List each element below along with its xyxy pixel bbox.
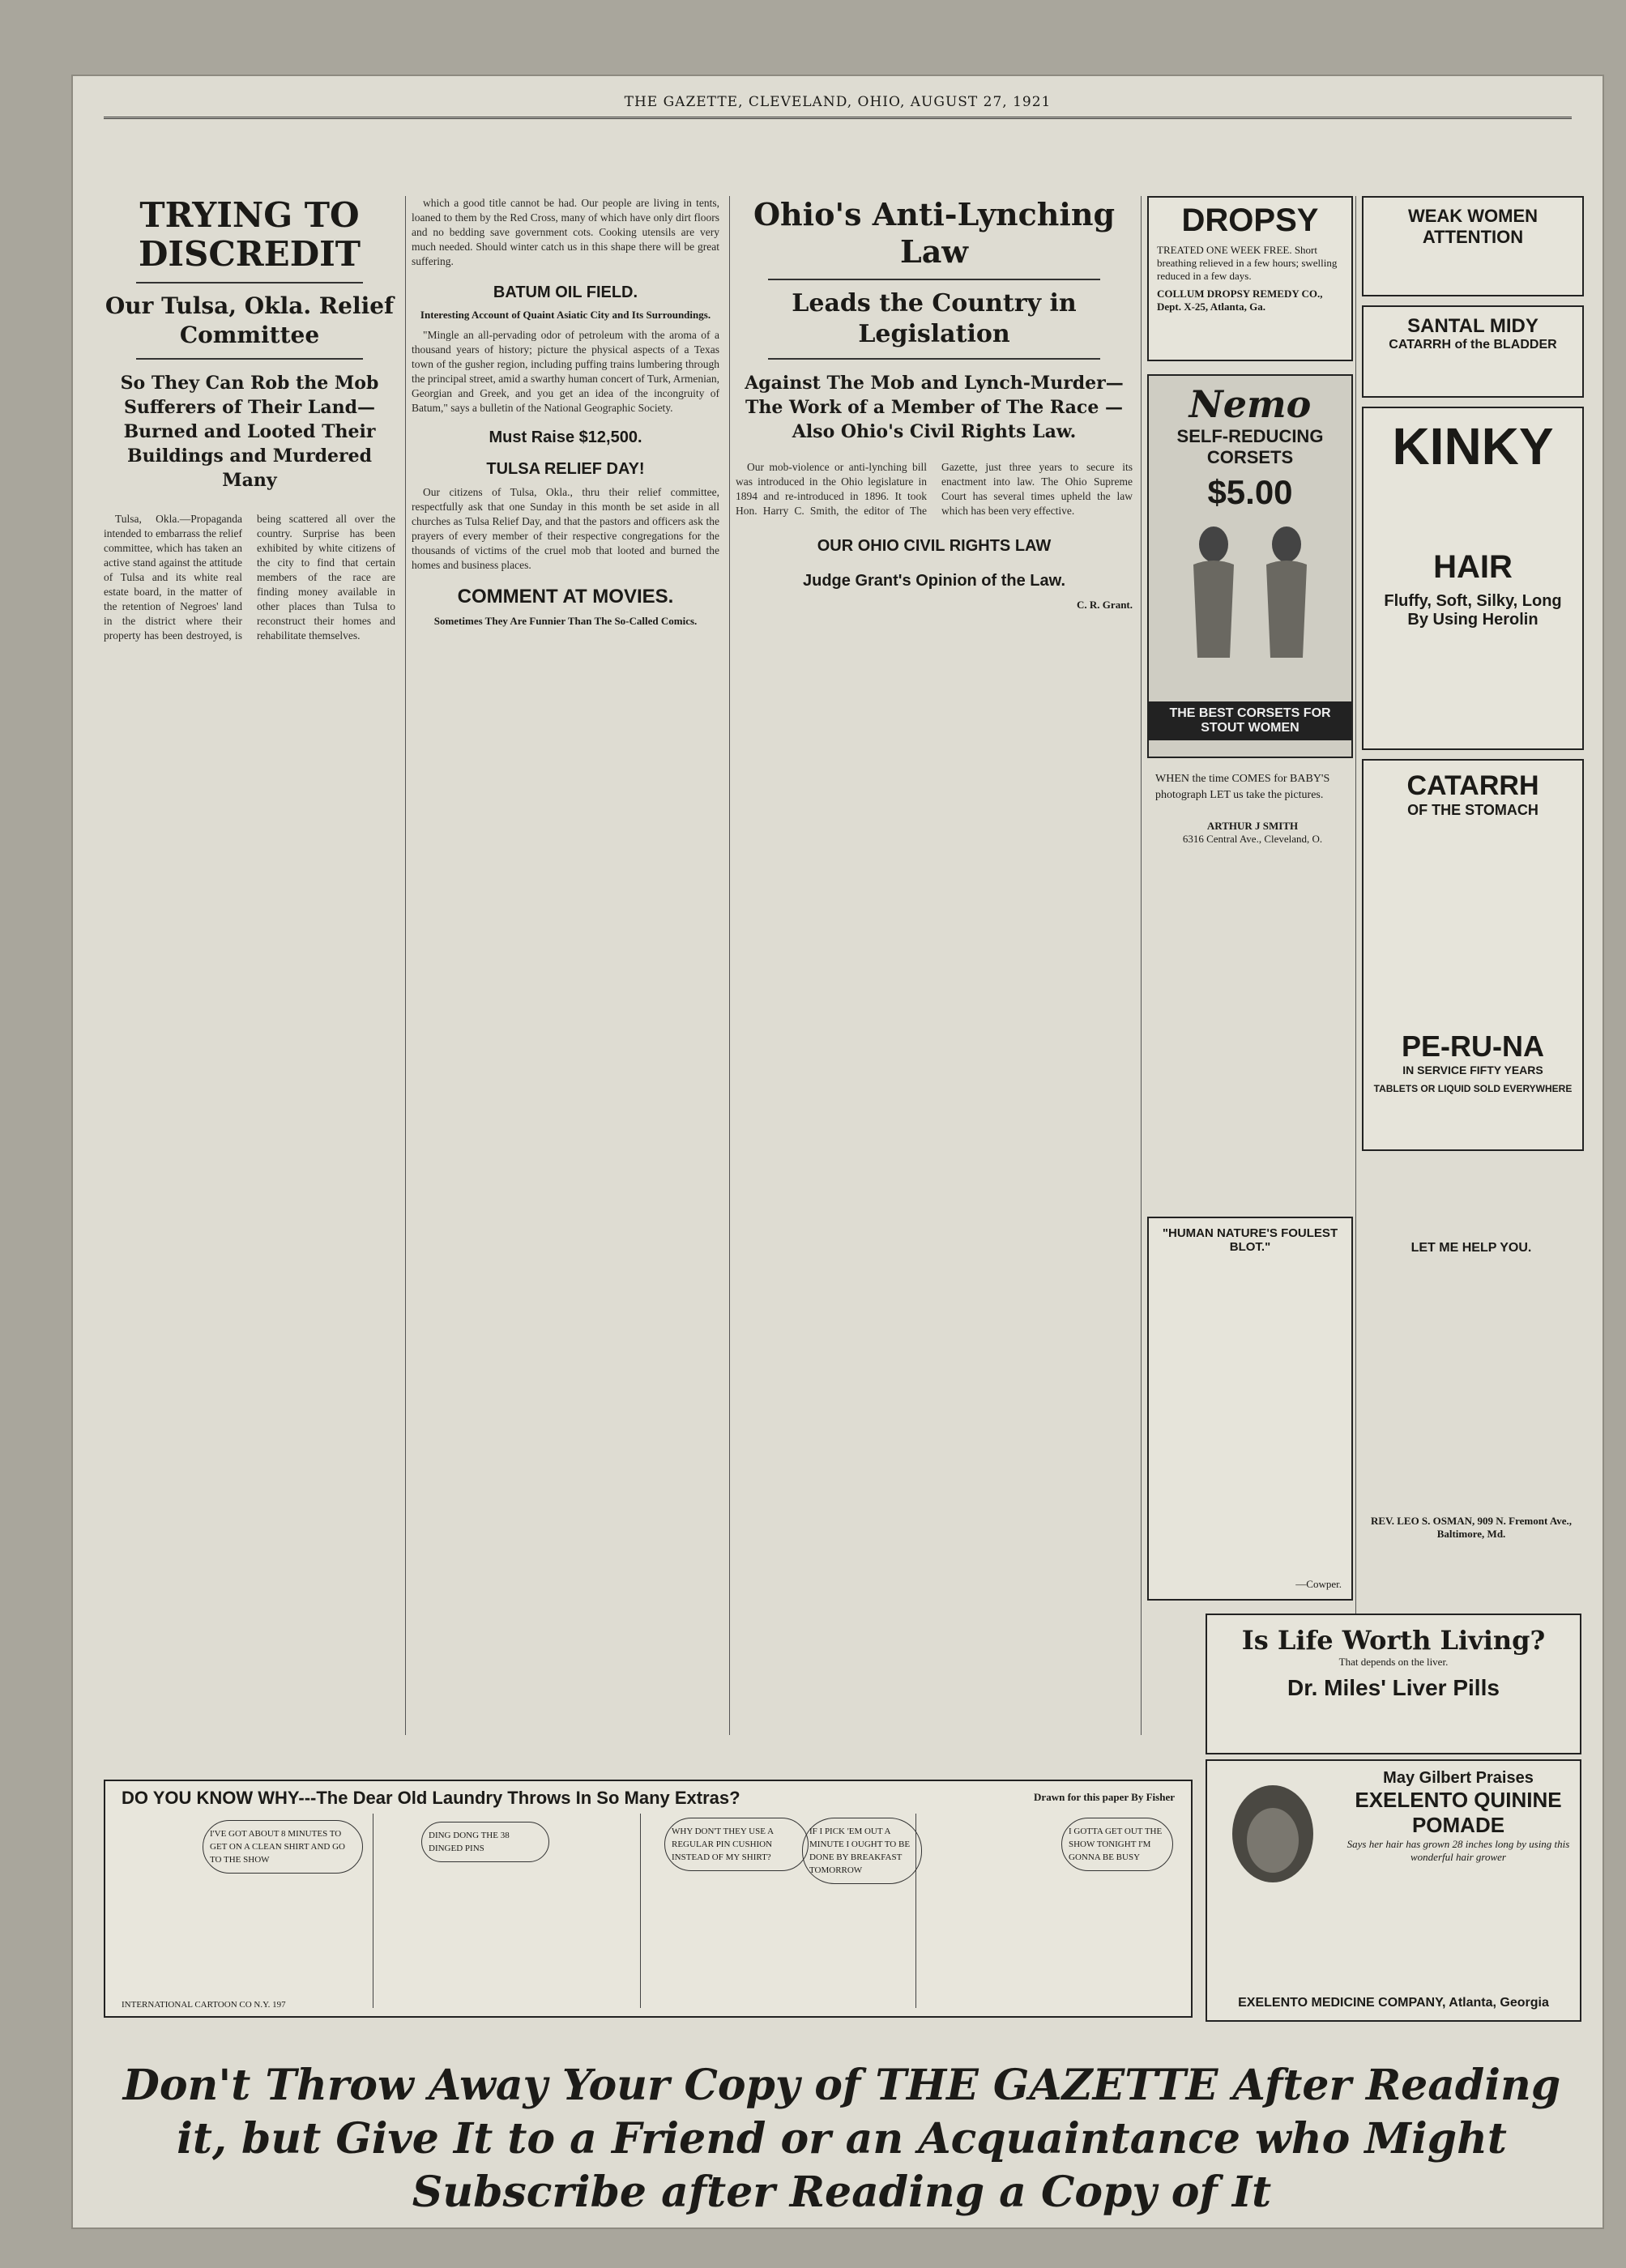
grant-heading: Judge Grant's Opinion of the Law. [802, 572, 1066, 590]
movies-subheading: Sometimes They Are Funnier Than The So-Called Comics. [433, 615, 698, 627]
article-body: which a good title cannot be had. Our people are living in tents, loaned to them by the Red Cross, many of which have only dirt floors and no bedding save government cots. Cooking utensils are very much needed. Should winter catch us in this shape there will be great suffering. [412, 197, 719, 267]
batum-body: "Mingle an all-pervading odor of petroleum with the aroma of a thousand years of history; picture the physical aspects of a Texas town of the gusher region, including puffing trains lumbering through the principal street, amid a swarthy human concert of Turk, Armenian, Georgian and Greek, and you get an idea of the incongruity of Batum," says a bulletin of the National Geographic Society. [412, 329, 719, 414]
article-ohio-law [736, 196, 1133, 1751]
comic-panel: I GOTTA GET OUT THE SHOW TONIGHT I'M GONNA BE BUSY [915, 1814, 1191, 2008]
must-raise: Must Raise $12,500. [489, 428, 642, 446]
comic-panel: DING DONG THE 38 DINGED PINS [373, 1814, 641, 2008]
column-rule [1141, 196, 1142, 1735]
smith-photo-ad: WHEN the time COMES for BABY'S photograph LET us take the pictures. ARTHUR J SMITH 6316 Central Ave., Cleveland, O. [1155, 773, 1330, 845]
nemo-corset-ad: Nemo SELF-REDUCING CORSETS $5.00 THE BEST CORSETS FOR STOUT WOMEN [1147, 374, 1353, 758]
portrait-icon [1220, 1777, 1325, 1907]
miles-pills-ad: Is Life Worth Living? That depends on the liver. Dr. Miles' Liver Pills [1206, 1614, 1581, 1754]
signature: C. R. Grant. [1077, 599, 1133, 611]
civil-rights-heading: OUR OHIO CIVIL RIGHTS LAW [817, 537, 1052, 555]
comic-panel: I'VE GOT ABOUT 8 MINUTES TO GET ON A CLEAN SHIRT AND GO TO THE SHOW [105, 1814, 373, 2008]
subheadline: Our Tulsa, Okla. Relief Committee [105, 292, 395, 348]
column-rule [405, 196, 406, 1735]
masthead: THE GAZETTE, CLEVELAND, OHIO, AUGUST 27, 1921 [104, 94, 1572, 119]
headline: Ohio's Anti-Lynching Law [753, 196, 1116, 270]
batum-heading: BATUM OIL FIELD. [493, 284, 638, 301]
comic-strip: DO YOU KNOW WHY---The Dear Old Laundry Throws In So Many Extras? Drawn for this paper By Fisher I'VE GOT ABOUT 8 MINUTES TO GET ON A CLEAN SHIRT AND GO TO THE SHOW DING DONG THE 38 DINGED PINS WHY DON'T THEY USE A REGULAR PIN CUSHION INSTEAD OF MY SHIRT? IF I PICK 'EM OUT A MINUTE I OUGHT TO BE DONE BY BREAKFAST TOMORROW I GOTTA GET OUT THE SHOW TONIGHT I'M GONNA BE BUSY INTERNATIONAL CARTOON CO N.Y. 197 [104, 1780, 1193, 2018]
relief-body: Our citizens of Tulsa, Okla., thru their relief committee, respectfully ask that one Sunday in this month be set aside in all churches as Tulsa Relief Day, and that the pastors and officers ask the prayers of every member of their respective congregations for the thousands of victims of the cruel mob that looted and burned the homes and business places. [412, 486, 719, 571]
article-column-2 [412, 196, 719, 1751]
movies-heading: COMMENT AT MOVIES. [457, 586, 674, 608]
catarrh-stomach-ad: CATARRH OF THE STOMACH PE-RU-NA IN SERVICE FIFTY YEARS TABLETS OR LIQUID SOLD EVERYWHERE [1362, 759, 1584, 1151]
help-ad: LET ME HELP YOU. REV. LEO S. OSMAN, 909 N. Fremont Ave., Baltimore, Md. [1370, 1241, 1573, 1540]
deck: So They Can Rob the Mob Sufferers of Their Land—Burned and Looted Their Buildings and Murdered Many [120, 373, 379, 491]
comic-panel: WHY DON'T THEY USE A REGULAR PIN CUSHION INSTEAD OF MY SHIRT? IF I PICK 'EM OUT A MINUTE I OUGHT TO BE DONE BY BREAKFAST TOMORROW [640, 1814, 916, 2008]
kinky-hair-ad: KINKY HAIR Fluffy, Soft, Silky, Long By Using Herolin [1362, 407, 1584, 750]
article-body: Tulsa, Okla.—Propaganda intended to embarrass the relief committee, which has taken an active stand against the attitude of Tulsa and its white real estate board, in the matter of the retention of Negroes' land in the district where their property has been destroyed, is being scattered all over the country. Surprise has been exhibited by white citizens of the city to find that certain members of the race are finding money available in other places than Tulsa to reconstruct their homes and rehabilitate themselves. [104, 513, 395, 642]
column-rule [1355, 196, 1356, 1735]
weak-women-ad: WEAK WOMEN ATTENTION [1362, 196, 1584, 296]
relief-heading: TULSA RELIEF DAY! [486, 460, 645, 478]
subheadline: Leads the Country in Legislation [792, 289, 1077, 348]
deck: Against The Mob and Lynch-Murder—The Work of a Member of The Race —Also Ohio's Civil Rights Law. [745, 373, 1124, 442]
santal-midy-ad: SANTAL MIDY CATARRH of the BLADDER [1362, 305, 1584, 398]
exelento-ad: May Gilbert Praises EXELENTO QUININE POMADE Says her hair has grown 28 inches long by using this wonderful hair grower EXELENTO MEDICINE COMPANY, Atlanta, Georgia [1206, 1759, 1581, 2022]
footer-banner: Don't Throw Away Your Copy of THE GAZETTE After Reading it, but Give It to a Friend or an Acquaintance who Might Subscribe after Reading a Copy of It [122, 2061, 1561, 2217]
article-body: Our mob-violence or anti-lynching bill was introduced in the Ohio legislature in 1894 and re-introduced in 1896. It took Hon. Harry C. Smith, the editor of The Gazette, just three years to secure its enactment into law. The Ohio Supreme Court has several times upheld the law which has been very effective. [736, 461, 1133, 517]
article-tulsa [104, 196, 395, 1751]
column-rule [729, 196, 730, 1735]
headline: TRYING TO DISCREDIT [138, 196, 361, 274]
dropsy-ad: DROPSY TREATED ONE WEEK FREE. Short breathing relieved in a few hours; swelling reduced in a few days. COLLUM DROPSY REMEDY CO., Dept. X-25, Atlanta, Ga. [1147, 196, 1353, 361]
newspaper-page [71, 75, 1604, 2229]
batum-subheading: Interesting Account of Quaint Asiatic City and Its Surroundings. [420, 309, 711, 321]
poem-box: "HUMAN NATURE'S FOULEST BLOT." —Cowper. [1147, 1217, 1353, 1601]
corset-figures-icon [1149, 512, 1351, 698]
